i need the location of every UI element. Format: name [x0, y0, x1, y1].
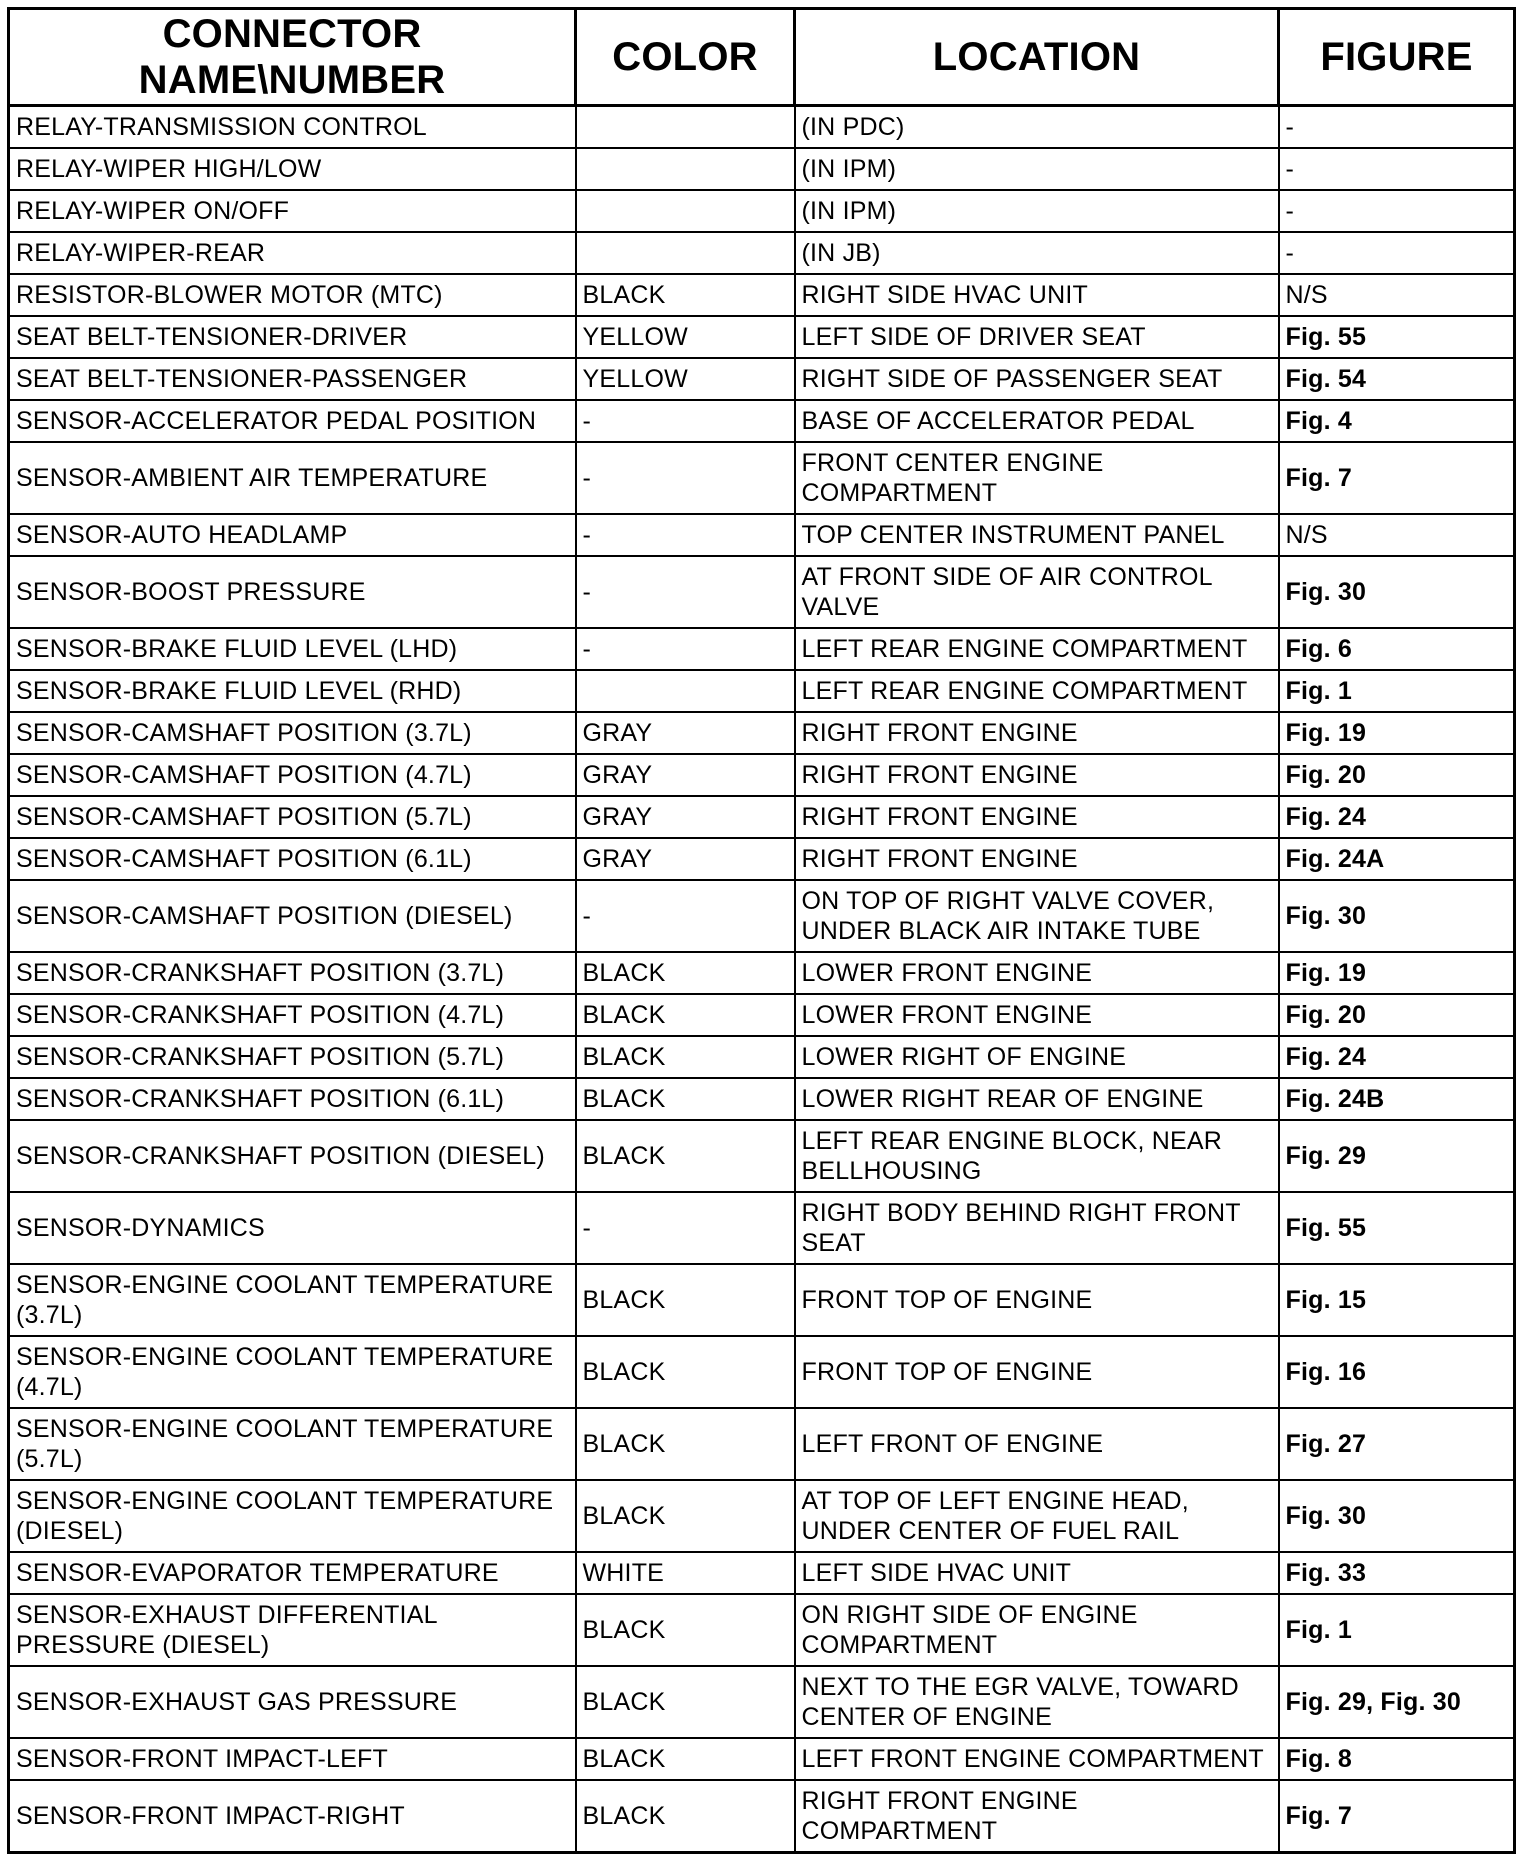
connector-name-cell: SENSOR-CRANKSHAFT POSITION (6.1L) — [9, 1078, 576, 1120]
table-row — [9, 400, 1515, 442]
table-row — [9, 628, 1515, 670]
connector-name-cell: SEAT BELT-TENSIONER-PASSENGER — [9, 358, 576, 400]
color-cell: BLACK — [576, 1264, 795, 1336]
figure-cell: Fig. 19 — [1279, 712, 1515, 754]
location-cell: (IN IPM) — [795, 190, 1279, 232]
connector-name-cell: SENSOR-BOOST PRESSURE — [9, 556, 576, 628]
table-row — [9, 232, 1515, 274]
color-cell: BLACK — [576, 1120, 795, 1192]
figure-cell: N/S — [1279, 274, 1515, 316]
location-cell: LEFT REAR ENGINE COMPARTMENT — [795, 670, 1279, 712]
table-row — [9, 754, 1515, 796]
header-row — [9, 9, 1515, 106]
location-cell: RIGHT BODY BEHIND RIGHT FRONT SEAT — [795, 1192, 1279, 1264]
figure-cell: Fig. 24A — [1279, 838, 1515, 880]
figure-cell: - — [1279, 190, 1515, 232]
location-cell: LEFT SIDE OF DRIVER SEAT — [795, 316, 1279, 358]
connector-name-cell: SENSOR-ENGINE COOLANT TEMPERATURE (DIESEL) — [9, 1480, 576, 1552]
connector-name-cell: SENSOR-ENGINE COOLANT TEMPERATURE (3.7L) — [9, 1264, 576, 1336]
figure-cell: - — [1279, 148, 1515, 190]
connector-name-cell: RELAY-TRANSMISSION CONTROL — [9, 106, 576, 149]
table-row — [9, 712, 1515, 754]
figure-cell: Fig. 30 — [1279, 880, 1515, 952]
color-cell: BLACK — [576, 1594, 795, 1666]
table-row — [9, 1666, 1515, 1738]
header-color: COLOR — [576, 9, 795, 106]
figure-cell: Fig. 4 — [1279, 400, 1515, 442]
color-cell: GRAY — [576, 796, 795, 838]
connector-name-cell: RELAY-WIPER HIGH/LOW — [9, 148, 576, 190]
connector-name-cell: RELAY-WIPER ON/OFF — [9, 190, 576, 232]
figure-cell: Fig. 20 — [1279, 754, 1515, 796]
location-cell: ON TOP OF RIGHT VALVE COVER, UNDER BLACK AIR INTAKE TUBE — [795, 880, 1279, 952]
table-row — [9, 556, 1515, 628]
table-row — [9, 1336, 1515, 1408]
connector-name-cell: SENSOR-BRAKE FLUID LEVEL (RHD) — [9, 670, 576, 712]
connector-name-cell: SENSOR-EVAPORATOR TEMPERATURE — [9, 1552, 576, 1594]
figure-cell: Fig. 55 — [1279, 316, 1515, 358]
color-cell: BLACK — [576, 274, 795, 316]
color-cell: BLACK — [576, 1666, 795, 1738]
table-row — [9, 1408, 1515, 1480]
figure-cell: - — [1279, 106, 1515, 149]
connector-name-cell: SENSOR-CAMSHAFT POSITION (DIESEL) — [9, 880, 576, 952]
color-cell — [576, 148, 795, 190]
connector-name-cell: SEAT BELT-TENSIONER-DRIVER — [9, 316, 576, 358]
figure-cell: Fig. 33 — [1279, 1552, 1515, 1594]
connector-name-cell: SENSOR-ENGINE COOLANT TEMPERATURE (4.7L) — [9, 1336, 576, 1408]
figure-cell: Fig. 15 — [1279, 1264, 1515, 1336]
connector-name-cell: SENSOR-ENGINE COOLANT TEMPERATURE (5.7L) — [9, 1408, 576, 1480]
connector-name-cell: SENSOR-CAMSHAFT POSITION (4.7L) — [9, 754, 576, 796]
location-cell: LOWER RIGHT REAR OF ENGINE — [795, 1078, 1279, 1120]
connector-name-cell: SENSOR-CRANKSHAFT POSITION (DIESEL) — [9, 1120, 576, 1192]
connector-name-cell: SENSOR-FRONT IMPACT-LEFT — [9, 1738, 576, 1780]
location-cell: LEFT REAR ENGINE BLOCK, NEAR BELLHOUSING — [795, 1120, 1279, 1192]
figure-cell: Fig. 55 — [1279, 1192, 1515, 1264]
table-row — [9, 880, 1515, 952]
location-cell: AT FRONT SIDE OF AIR CONTROL VALVE — [795, 556, 1279, 628]
color-cell: BLACK — [576, 1078, 795, 1120]
connector-name-cell: SENSOR-CRANKSHAFT POSITION (4.7L) — [9, 994, 576, 1036]
table-row — [9, 952, 1515, 994]
location-cell: FRONT CENTER ENGINE COMPARTMENT — [795, 442, 1279, 514]
color-cell: GRAY — [576, 712, 795, 754]
table-row — [9, 190, 1515, 232]
color-cell: - — [576, 628, 795, 670]
color-cell: BLACK — [576, 1408, 795, 1480]
table-row — [9, 316, 1515, 358]
figure-cell: Fig. 30 — [1279, 1480, 1515, 1552]
connector-name-cell: SENSOR-CAMSHAFT POSITION (3.7L) — [9, 712, 576, 754]
figure-cell: Fig. 1 — [1279, 1594, 1515, 1666]
connector-table — [7, 7, 1516, 1854]
table-row — [9, 1036, 1515, 1078]
table-row — [9, 442, 1515, 514]
location-cell: RIGHT SIDE HVAC UNIT — [795, 274, 1279, 316]
color-cell: BLACK — [576, 1480, 795, 1552]
table-row — [9, 1552, 1515, 1594]
color-cell: BLACK — [576, 1738, 795, 1780]
color-cell — [576, 190, 795, 232]
color-cell: - — [576, 1192, 795, 1264]
connector-name-cell: SENSOR-EXHAUST DIFFERENTIAL PRESSURE (DIESEL) — [9, 1594, 576, 1666]
connector-name-cell: SENSOR-CRANKSHAFT POSITION (3.7L) — [9, 952, 576, 994]
connector-name-cell: SENSOR-CAMSHAFT POSITION (5.7L) — [9, 796, 576, 838]
color-cell: - — [576, 556, 795, 628]
color-cell — [576, 106, 795, 149]
figure-cell: Fig. 27 — [1279, 1408, 1515, 1480]
table-row — [9, 670, 1515, 712]
color-cell: - — [576, 442, 795, 514]
table-row — [9, 1192, 1515, 1264]
table-row — [9, 796, 1515, 838]
table-row — [9, 1738, 1515, 1780]
connector-name-cell: RESISTOR-BLOWER MOTOR (MTC) — [9, 274, 576, 316]
color-cell: - — [576, 880, 795, 952]
location-cell: LOWER RIGHT OF ENGINE — [795, 1036, 1279, 1078]
header-connector-name: CONNECTOR NAME\NUMBER — [9, 9, 576, 106]
table-row — [9, 358, 1515, 400]
location-cell: LOWER FRONT ENGINE — [795, 994, 1279, 1036]
color-cell: GRAY — [576, 754, 795, 796]
color-cell: YELLOW — [576, 358, 795, 400]
table-row — [9, 1264, 1515, 1336]
color-cell: BLACK — [576, 1780, 795, 1853]
connector-name-cell: SENSOR-CRANKSHAFT POSITION (5.7L) — [9, 1036, 576, 1078]
connector-name-cell: SENSOR-CAMSHAFT POSITION (6.1L) — [9, 838, 576, 880]
location-cell: TOP CENTER INSTRUMENT PANEL — [795, 514, 1279, 556]
location-cell: LEFT REAR ENGINE COMPARTMENT — [795, 628, 1279, 670]
location-cell: RIGHT FRONT ENGINE COMPARTMENT — [795, 1780, 1279, 1853]
header-location: LOCATION — [795, 9, 1279, 106]
figure-cell: N/S — [1279, 514, 1515, 556]
figure-cell: Fig. 29, Fig. 30 — [1279, 1666, 1515, 1738]
location-cell: BASE OF ACCELERATOR PEDAL — [795, 400, 1279, 442]
color-cell: YELLOW — [576, 316, 795, 358]
location-cell: LOWER FRONT ENGINE — [795, 952, 1279, 994]
figure-cell: Fig. 1 — [1279, 670, 1515, 712]
figure-cell: Fig. 7 — [1279, 442, 1515, 514]
location-cell: FRONT TOP OF ENGINE — [795, 1336, 1279, 1408]
location-cell: (IN PDC) — [795, 106, 1279, 149]
connector-name-cell: SENSOR-DYNAMICS — [9, 1192, 576, 1264]
connector-name-cell: SENSOR-FRONT IMPACT-RIGHT — [9, 1780, 576, 1853]
table-row — [9, 1594, 1515, 1666]
color-cell: - — [576, 400, 795, 442]
figure-cell: - — [1279, 232, 1515, 274]
location-cell: (IN IPM) — [795, 148, 1279, 190]
figure-cell: Fig. 7 — [1279, 1780, 1515, 1853]
location-cell: FRONT TOP OF ENGINE — [795, 1264, 1279, 1336]
table-row — [9, 994, 1515, 1036]
table-row — [9, 1120, 1515, 1192]
location-cell: AT TOP OF LEFT ENGINE HEAD, UNDER CENTER OF FUEL RAIL — [795, 1480, 1279, 1552]
color-cell: BLACK — [576, 994, 795, 1036]
table-row — [9, 1780, 1515, 1853]
location-cell: LEFT FRONT ENGINE COMPARTMENT — [795, 1738, 1279, 1780]
figure-cell: Fig. 16 — [1279, 1336, 1515, 1408]
figure-cell: Fig. 29 — [1279, 1120, 1515, 1192]
table-row — [9, 148, 1515, 190]
color-cell: - — [576, 514, 795, 556]
table-row — [9, 274, 1515, 316]
table-row — [9, 106, 1515, 149]
color-cell — [576, 232, 795, 274]
connector-name-cell: SENSOR-BRAKE FLUID LEVEL (LHD) — [9, 628, 576, 670]
figure-cell: Fig. 30 — [1279, 556, 1515, 628]
location-cell: LEFT SIDE HVAC UNIT — [795, 1552, 1279, 1594]
location-cell: RIGHT FRONT ENGINE — [795, 754, 1279, 796]
table-row — [9, 514, 1515, 556]
color-cell: BLACK — [576, 1036, 795, 1078]
location-cell: (IN JB) — [795, 232, 1279, 274]
color-cell — [576, 670, 795, 712]
location-cell: RIGHT FRONT ENGINE — [795, 838, 1279, 880]
table-row — [9, 838, 1515, 880]
figure-cell: Fig. 54 — [1279, 358, 1515, 400]
location-cell: ON RIGHT SIDE OF ENGINE COMPARTMENT — [795, 1594, 1279, 1666]
color-cell: BLACK — [576, 952, 795, 994]
location-cell: LEFT FRONT OF ENGINE — [795, 1408, 1279, 1480]
location-cell: NEXT TO THE EGR VALVE, TOWARD CENTER OF ENGINE — [795, 1666, 1279, 1738]
figure-cell: Fig. 20 — [1279, 994, 1515, 1036]
figure-cell: Fig. 24 — [1279, 1036, 1515, 1078]
connector-name-cell: SENSOR-EXHAUST GAS PRESSURE — [9, 1666, 576, 1738]
color-cell: BLACK — [576, 1336, 795, 1408]
figure-cell: Fig. 24B — [1279, 1078, 1515, 1120]
header-figure: FIGURE — [1279, 9, 1515, 106]
connector-name-cell: SENSOR-AUTO HEADLAMP — [9, 514, 576, 556]
figure-cell: Fig. 6 — [1279, 628, 1515, 670]
connector-name-cell: SENSOR-ACCELERATOR PEDAL POSITION — [9, 400, 576, 442]
table-row — [9, 1480, 1515, 1552]
color-cell: GRAY — [576, 838, 795, 880]
connector-name-cell: RELAY-WIPER-REAR — [9, 232, 576, 274]
figure-cell: Fig. 8 — [1279, 1738, 1515, 1780]
table-row — [9, 1078, 1515, 1120]
location-cell: RIGHT SIDE OF PASSENGER SEAT — [795, 358, 1279, 400]
location-cell: RIGHT FRONT ENGINE — [795, 712, 1279, 754]
location-cell: RIGHT FRONT ENGINE — [795, 796, 1279, 838]
figure-cell: Fig. 24 — [1279, 796, 1515, 838]
connector-name-cell: SENSOR-AMBIENT AIR TEMPERATURE — [9, 442, 576, 514]
figure-cell: Fig. 19 — [1279, 952, 1515, 994]
table-body — [9, 106, 1515, 1853]
color-cell: WHITE — [576, 1552, 795, 1594]
